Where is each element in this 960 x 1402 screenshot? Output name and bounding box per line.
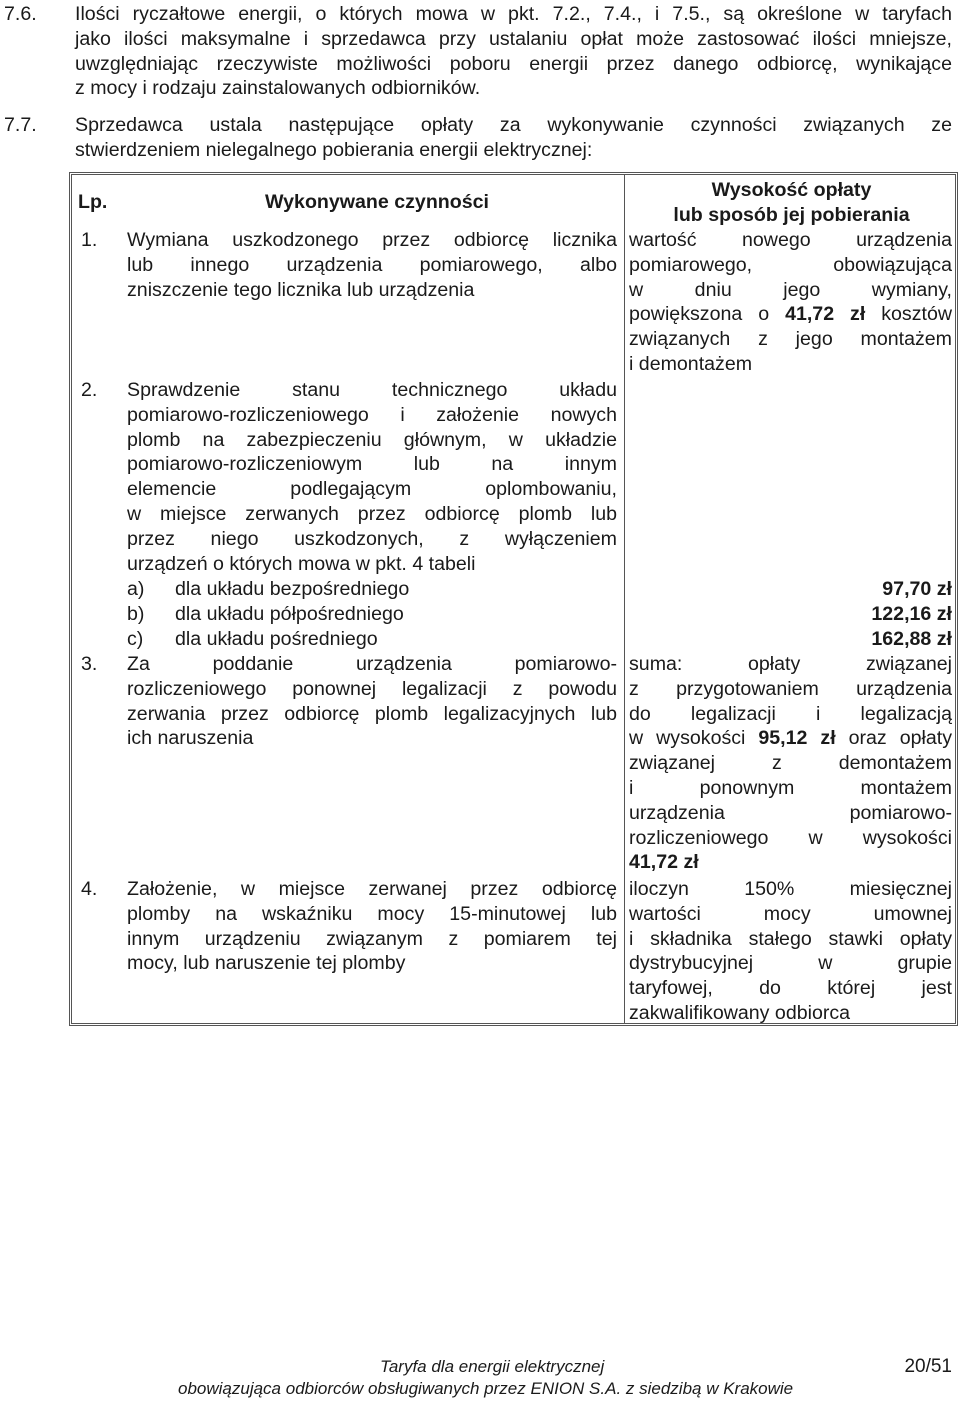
cell-line: i demontażem [629,352,753,375]
cell-line: i składnika stałego stawki opłaty [629,927,952,950]
cell-line: plomb na zabezpieczeniu głównym, w układzie [127,428,617,451]
footer-subtitle: obowiązująca odbiorców obsługiwanych przez ENION S.A. z siedzibą w Krakowie [178,1379,794,1398]
text-run: kosztów [865,303,952,326]
cell-line: zerwania przez odbiorcę plomb legalizacyjnych lub [127,702,617,725]
header-fee-line: lub sposób jej pobierania [673,203,910,226]
cell-line: Założenie, w miejsce zerwanej przez odbiorcę [127,878,617,900]
cell-line: przez niego uszkodzonych, z wyłączeniem [127,527,617,550]
row1-lp: 1. [81,229,98,251]
text-run: w wysokości [629,727,759,750]
cell-line: Sprawdzenie stanu technicznego układu [127,379,617,401]
row4-lp: 4. [81,878,98,900]
row1-fee [629,228,952,377]
fee-a: 97,70 zł [882,578,952,600]
cell-line: urządzeń o których mowa w pkt. 4 tabeli [127,552,476,575]
row2-action [127,378,617,576]
cell-line: urządzenia pomiarowo- [629,801,952,824]
column-divider [624,175,625,1023]
fees-table [69,172,958,1026]
cell-line: związanej z demontażem [629,752,952,775]
cell-line: pomiarowo-rozliczeniowego i założenie nowych [127,403,617,426]
cell-line: pomiarowo-rozliczeniowym lub na innym [127,453,617,476]
cell-line: związanych z jego montażem [629,328,952,351]
cell-line: Za poddanie urządzenia pomiarowo- [127,653,617,675]
cell-line: w dniu jego wymiany, [629,278,952,301]
paragraph-line: Ilości ryczałtowe energii, o których mowa w pkt. 7.2., 7.4., i 7.5., są określone w taryfach [75,3,952,25]
fee-c: 162,88 zł [871,628,952,650]
sub-text: dla układu bezpośredniego [175,578,410,600]
cell-line: rozliczeniowego ponownej legalizacji z powodu [127,677,617,700]
cell-line: wartości mocy umownej [629,902,952,925]
header-fee-line: Wysokość opłaty [711,179,872,201]
text-run: oraz opłaty [835,727,952,750]
cell-line: w miejsce zerwanych przez odbiorcę plomb lub [127,502,617,525]
paragraph-line: stwierdzeniem nielegalnego pobierania energii elektrycznej: [75,138,593,161]
cell-line: rozliczeniowego w wysokości [629,826,952,849]
sub-text: dla układu półpośredniego [175,603,404,625]
cell-line: wartość nowego urządzenia [629,229,952,251]
row2-lp: 2. [81,379,98,401]
cell-line: taryfowej, do której jest [629,977,952,1000]
cell-line: ich naruszenia [127,727,254,750]
cell-line: pomiarowego, obowiązująca [629,253,952,276]
row2-sub-b [127,602,404,627]
cell-line: iloczyn 150% miesięcznej [629,878,952,900]
cell-line: plomby na wskaźniku mocy 15-minutowej lub [127,902,617,925]
row3-action [127,652,617,751]
amount: 95,12 zł [758,727,836,750]
footer-title: Taryfa dla energii elektrycznej [380,1357,605,1376]
cell-line [629,302,952,327]
cell-line: Wymiana uszkodzonego przez odbiorcę licznika [127,229,617,251]
cell-line: suma: opłaty związanej [629,653,952,675]
row4-fee [629,877,952,1026]
cell-line: mocy, lub naruszenie tej plomby [127,952,406,975]
paragraph-line: jako ilości maksymalne i sprzedawca przy ustalaniu opłat może zastosować ilości mniejsze, [75,27,952,50]
paragraph-line: z mocy i rodzaju zainstalowanych odbiorników. [75,77,481,100]
header-fee [628,178,955,228]
row3-fee [629,652,952,875]
cell-line: zakwalifikowany odbiorca [629,1001,851,1024]
sub-text: dla układu pośredniego [175,628,378,650]
cell-line: dystrybucyjnej w grupie [629,952,952,975]
cell-line: lub innego urządzenia pomiarowego, albo [127,253,617,276]
fee-b: 122,16 zł [871,603,952,625]
cell-line: elemencie podlegającym oplombowaniu, [127,478,617,501]
sub-letter: c) [127,628,144,650]
sub-letter: a) [127,578,145,600]
row2-sub-a [127,577,409,602]
cell-line: z przygotowaniem urządzenia [629,677,952,700]
row1-action [127,228,617,302]
row2-sub-c [127,627,378,652]
row4-action [127,877,617,976]
cell-line: do legalizacji i legalizacją [629,702,952,725]
text-run: powiększona o [629,303,786,326]
paragraph-number: 7.7. [4,114,37,136]
cell-line: zniszczenie tego licznika lub urządzenia [127,278,475,301]
paragraph-line: uwzględniając rzeczywiste możliwości poboru energii przez danego odbiorcę, wynikające [75,52,952,75]
page-number: 20/51 [904,1356,952,1377]
row3-lp: 3. [81,653,98,675]
cell-line: innym urządzeniu związanym z pomiarem tej [127,927,617,950]
amount: 41,72 zł [629,851,699,874]
sub-letter: b) [127,603,145,625]
cell-line [629,726,952,751]
paragraph-number: 7.6. [4,3,37,25]
header-lp: Lp. [78,191,108,213]
paragraph-line: Sprzedawca ustala następujące opłaty za wykonywanie czynności związanych ze [75,114,952,136]
amount: 41,72 zł [785,303,866,326]
header-action: Wykonywane czynności [265,191,489,213]
cell-line: i ponownym montażem [629,776,952,799]
